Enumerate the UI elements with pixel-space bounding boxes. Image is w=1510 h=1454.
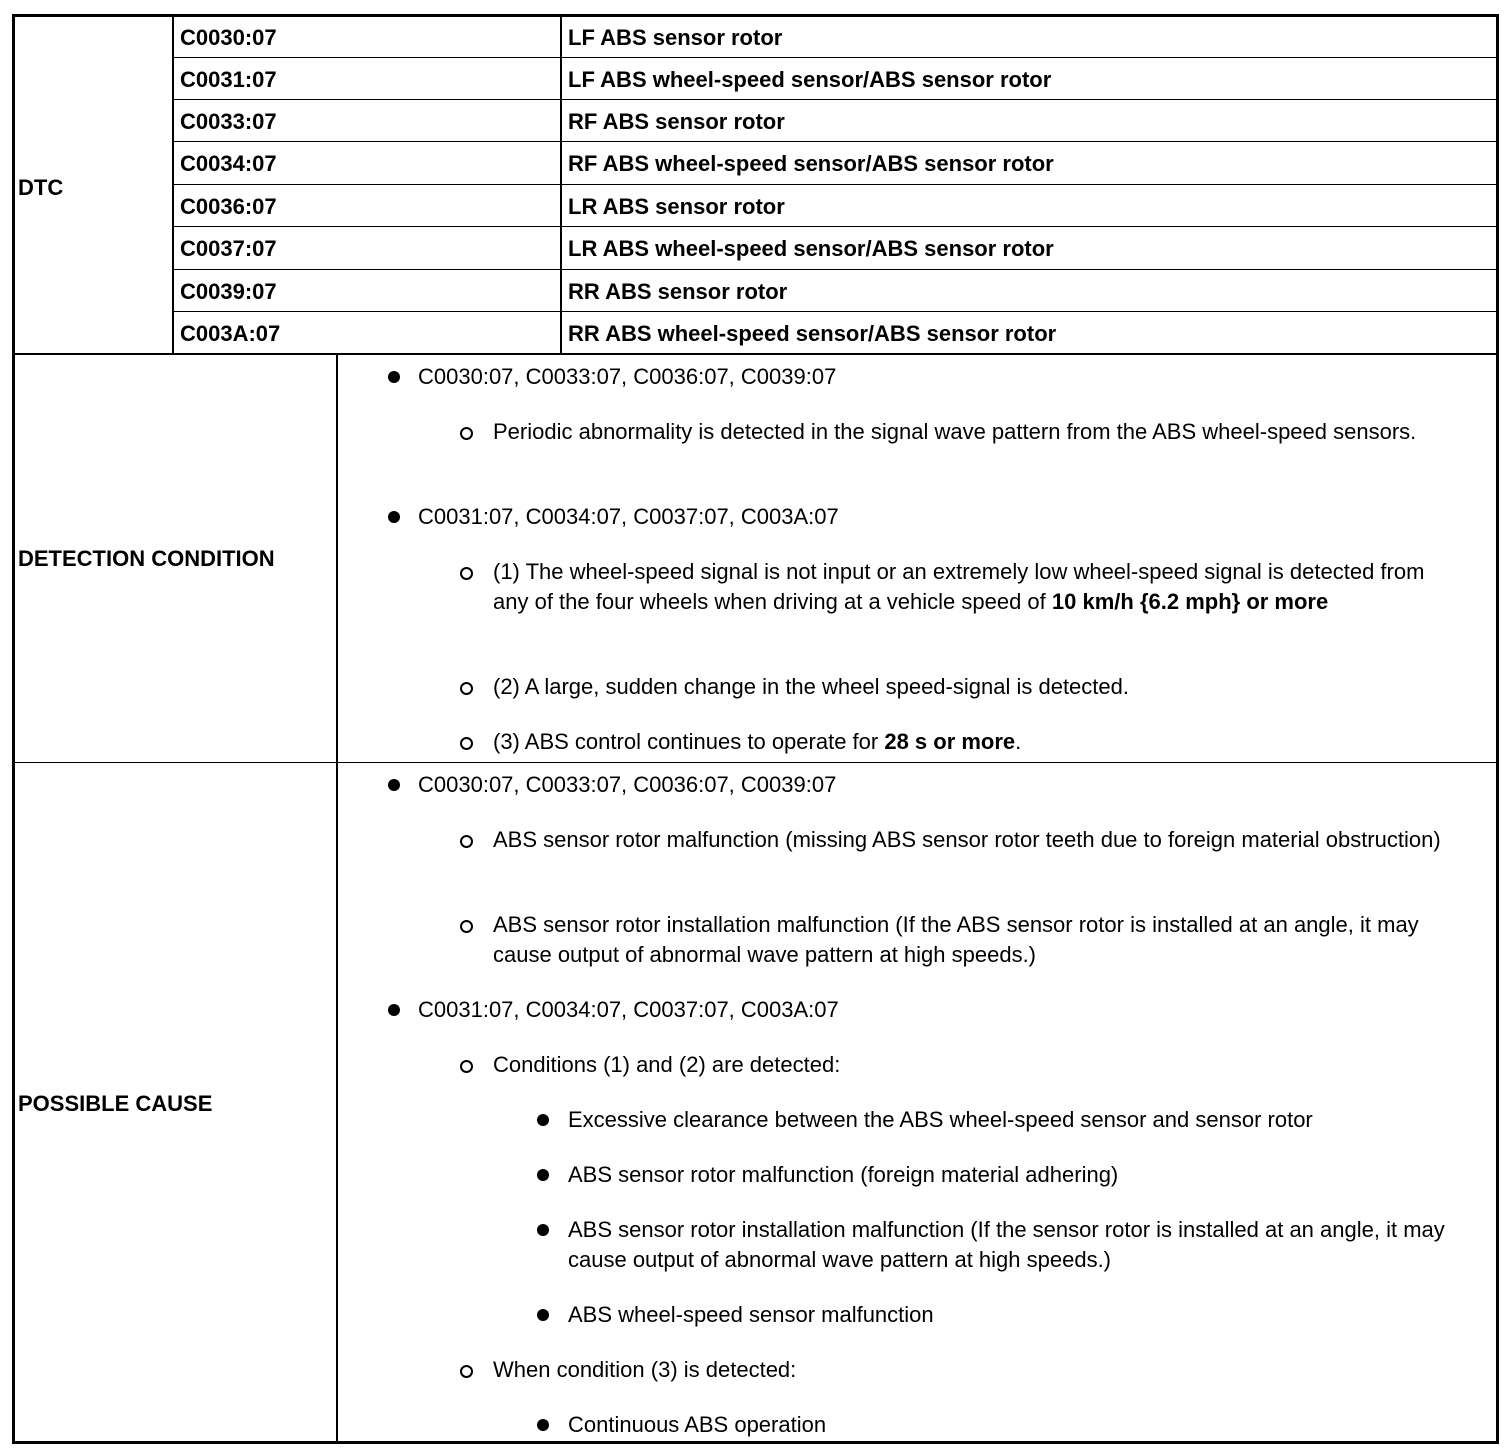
- row-divider: [172, 57, 1499, 58]
- dtc-code: C0039:07: [180, 279, 277, 304]
- row-divider: [172, 99, 1499, 100]
- circle-bullet-icon: [460, 682, 473, 695]
- list-item: When condition (3) is detected:: [493, 1357, 797, 1382]
- circle-bullet-icon: [460, 427, 473, 440]
- section-col-divider: [336, 354, 338, 1444]
- dtc-header: DTC: [18, 175, 64, 200]
- code-group: C0031:07, C0034:07, C0037:07, C003A:07: [418, 997, 839, 1022]
- list-item: Excessive clearance between the ABS wheel-speed sensor and sensor rotor: [568, 1107, 1313, 1132]
- row-divider: [172, 311, 1499, 312]
- dtc-code: C0037:07: [180, 236, 277, 261]
- dtc-desc: RR ABS sensor rotor: [568, 279, 788, 304]
- row-divider: [172, 226, 1499, 227]
- list-item: (2) A large, sudden change in the wheel speed-signal is detected.: [493, 674, 1129, 699]
- dtc-code: C0036:07: [180, 194, 277, 219]
- dtc-desc: LR ABS wheel-speed sensor/ABS sensor rotor: [568, 236, 1054, 261]
- list-item: ABS wheel-speed sensor malfunction: [568, 1302, 934, 1327]
- list-item: Conditions (1) and (2) are detected:: [493, 1052, 841, 1077]
- circle-bullet-icon: [460, 835, 473, 848]
- condition-text: (3) ABS control continues to operate for: [493, 729, 885, 754]
- code-group: C0031:07, C0034:07, C0037:07, C003A:07: [418, 504, 839, 529]
- bullet-icon: [388, 1004, 400, 1016]
- dtc-desc: RF ABS sensor rotor: [568, 109, 785, 134]
- code-group: C0030:07, C0033:07, C0036:07, C0039:07: [418, 772, 837, 797]
- bullet-icon: [537, 1114, 549, 1126]
- dtc-desc: LF ABS wheel-speed sensor/ABS sensor rotor: [568, 67, 1052, 92]
- bullet-icon: [537, 1169, 549, 1181]
- circle-bullet-icon: [460, 737, 473, 750]
- bullet-icon: [537, 1224, 549, 1236]
- circle-bullet-icon: [460, 1365, 473, 1378]
- code-group: C0030:07, C0033:07, C0036:07, C0039:07: [418, 364, 837, 389]
- condition-text: .: [1015, 729, 1022, 754]
- section-divider: [12, 353, 1499, 355]
- condition-text: (1) The wheel-speed signal is not input or an extremely low wheel-speed signal is detected from any of the four wheels when driving at a vehicle speed of: [493, 559, 1425, 614]
- bullet-icon: [388, 779, 400, 791]
- list-item: Periodic abnormality is detected in the signal wave pattern from the ABS wheel-speed sensors.: [493, 419, 1417, 444]
- bullet-icon: [388, 511, 400, 523]
- bullet-icon: [388, 371, 400, 383]
- dtc-code: C0030:07: [180, 25, 277, 50]
- dtc-desc: RF ABS wheel-speed sensor/ABS sensor rotor: [568, 151, 1054, 176]
- dtc-desc: RR ABS wheel-speed sensor/ABS sensor rotor: [568, 321, 1057, 346]
- list-item: Continuous ABS operation: [568, 1412, 827, 1437]
- circle-bullet-icon: [460, 1060, 473, 1073]
- condition-threshold: 28 s or more: [884, 729, 1016, 754]
- list-item: ABS sensor rotor installation malfunction (If the sensor rotor is installed at an angle, it may cause output of abnormal wave pattern at high speeds.): [568, 1217, 1445, 1272]
- list-item: ABS sensor rotor malfunction (missing ABS sensor rotor teeth due to foreign material obstruction): [493, 827, 1441, 852]
- dtc-code: C0031:07: [180, 67, 277, 92]
- circle-bullet-icon: [460, 920, 473, 933]
- bullet-icon: [537, 1309, 549, 1321]
- dtc-desc: LR ABS sensor rotor: [568, 194, 785, 219]
- list-item: ABS sensor rotor malfunction (foreign material adhering): [568, 1162, 1119, 1187]
- dtc-code: C0034:07: [180, 151, 277, 176]
- dtc-code: C003A:07: [180, 321, 281, 346]
- list-item: [493, 727, 1021, 757]
- row-divider: [172, 141, 1499, 142]
- row-divider: [172, 269, 1499, 270]
- list-item: ABS sensor rotor installation malfunction (If the ABS sensor rotor is installed at an angle, it may cause output of abnormal wave pattern at high speeds.): [493, 912, 1419, 967]
- bullet-icon: [537, 1419, 549, 1431]
- row-divider: [172, 184, 1499, 185]
- circle-bullet-icon: [460, 567, 473, 580]
- condition-threshold: 10 km/h {6.2 mph} or more: [1051, 589, 1329, 614]
- cause-header: POSSIBLE CAUSE: [18, 1091, 213, 1116]
- detection-header: DETECTION CONDITION: [18, 546, 275, 571]
- dtc-code: C0033:07: [180, 109, 277, 134]
- list-item: [493, 557, 1458, 617]
- section-divider: [12, 762, 1499, 763]
- dtc-desc: LF ABS sensor rotor: [568, 25, 783, 50]
